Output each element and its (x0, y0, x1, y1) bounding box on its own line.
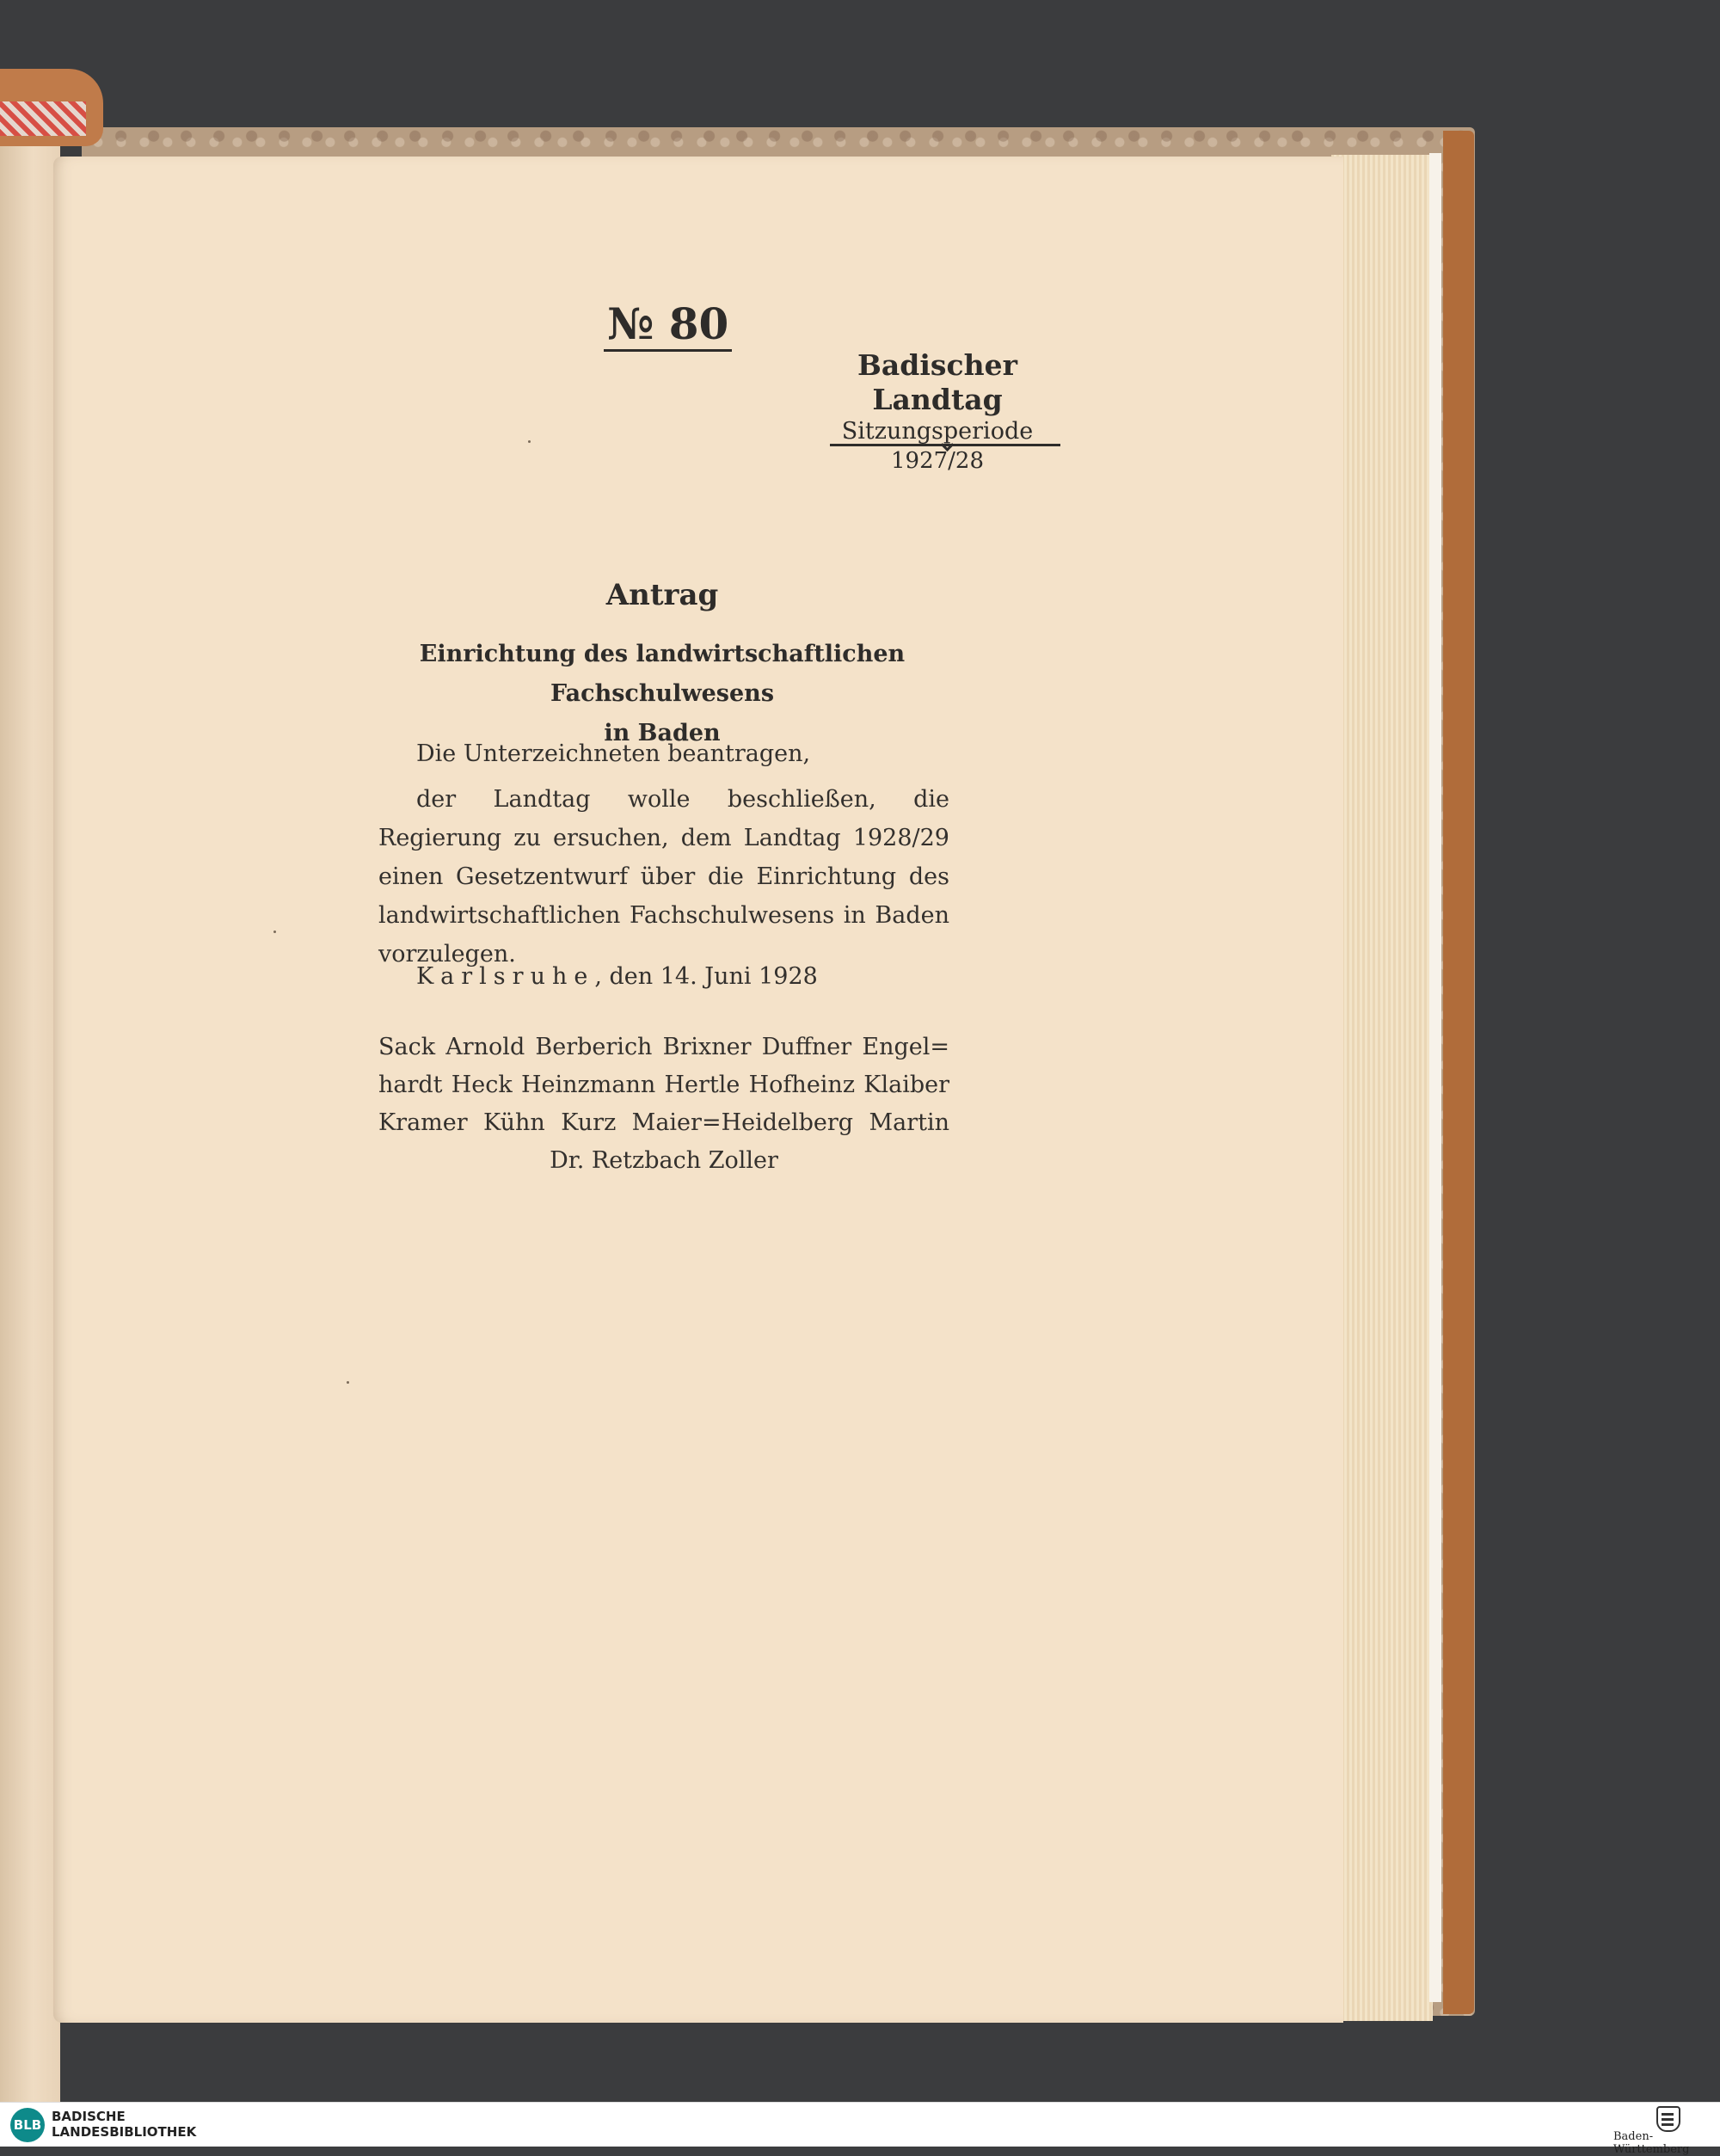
library-name[interactable] (52, 2109, 196, 2140)
footer-bar (0, 2102, 1720, 2156)
document-number: № 80 (604, 301, 732, 352)
signatures-line-2: hardt Heck Heinzmann Hertle Hofheinz Klaiber (378, 1072, 949, 1098)
motion-paragraph: der Landtag wolle beschließen, die Regierung zu ersuchen, dem Landtag 1928/29 einen Gesetzentwurf über die Einrichtung des landwirtschaftlichen Fachschulwesens in Baden vorzulegen. (378, 786, 949, 967)
document-body (378, 734, 949, 974)
page-edges (1331, 155, 1433, 2021)
header-parliament: Badischer Landtag (857, 348, 1017, 416)
subtitle-line-1: Einrichtung des landwirtschaftlichen Fachschulwesens (419, 641, 906, 707)
region-name: Baden-Württemberg (1613, 2130, 1690, 2156)
header-block (808, 348, 1066, 476)
left-page-stack (0, 129, 60, 2107)
date-place: Karlsruhe (416, 963, 595, 990)
header-years: 1927/28 (890, 448, 984, 474)
signatures-line-4: Dr. Retzbach Zoller (550, 1147, 778, 1174)
signatures-line-1: Sack Arnold Berberich Brixner Duffner Engel= (378, 1034, 949, 1060)
document-title: Antrag (605, 578, 719, 612)
signatures (378, 1029, 949, 1180)
cover-edge (1443, 131, 1474, 2014)
date-line (416, 963, 949, 990)
intro-paragraph: Die Unterzeichneten beantragen, (416, 740, 811, 767)
date-text: , den 14. Juni 1928 (594, 963, 818, 990)
header-session: Sitzungsperiode (841, 418, 1034, 445)
library-name-line-1: BADISCHE (52, 2109, 126, 2124)
blb-logo-icon[interactable]: BLB (10, 2108, 45, 2142)
library-name-line-2: LANDESBIBLIOTHEK (52, 2124, 197, 2140)
bookmark-thread (0, 101, 86, 136)
signatures-line-3: Kramer Kühn Kurz Maier=Heidelberg Martin (378, 1109, 949, 1136)
coat-of-arms-icon[interactable] (1656, 2106, 1680, 2132)
page-edge-white (1429, 153, 1441, 2002)
subtitle-line-2: in Baden (604, 720, 721, 746)
